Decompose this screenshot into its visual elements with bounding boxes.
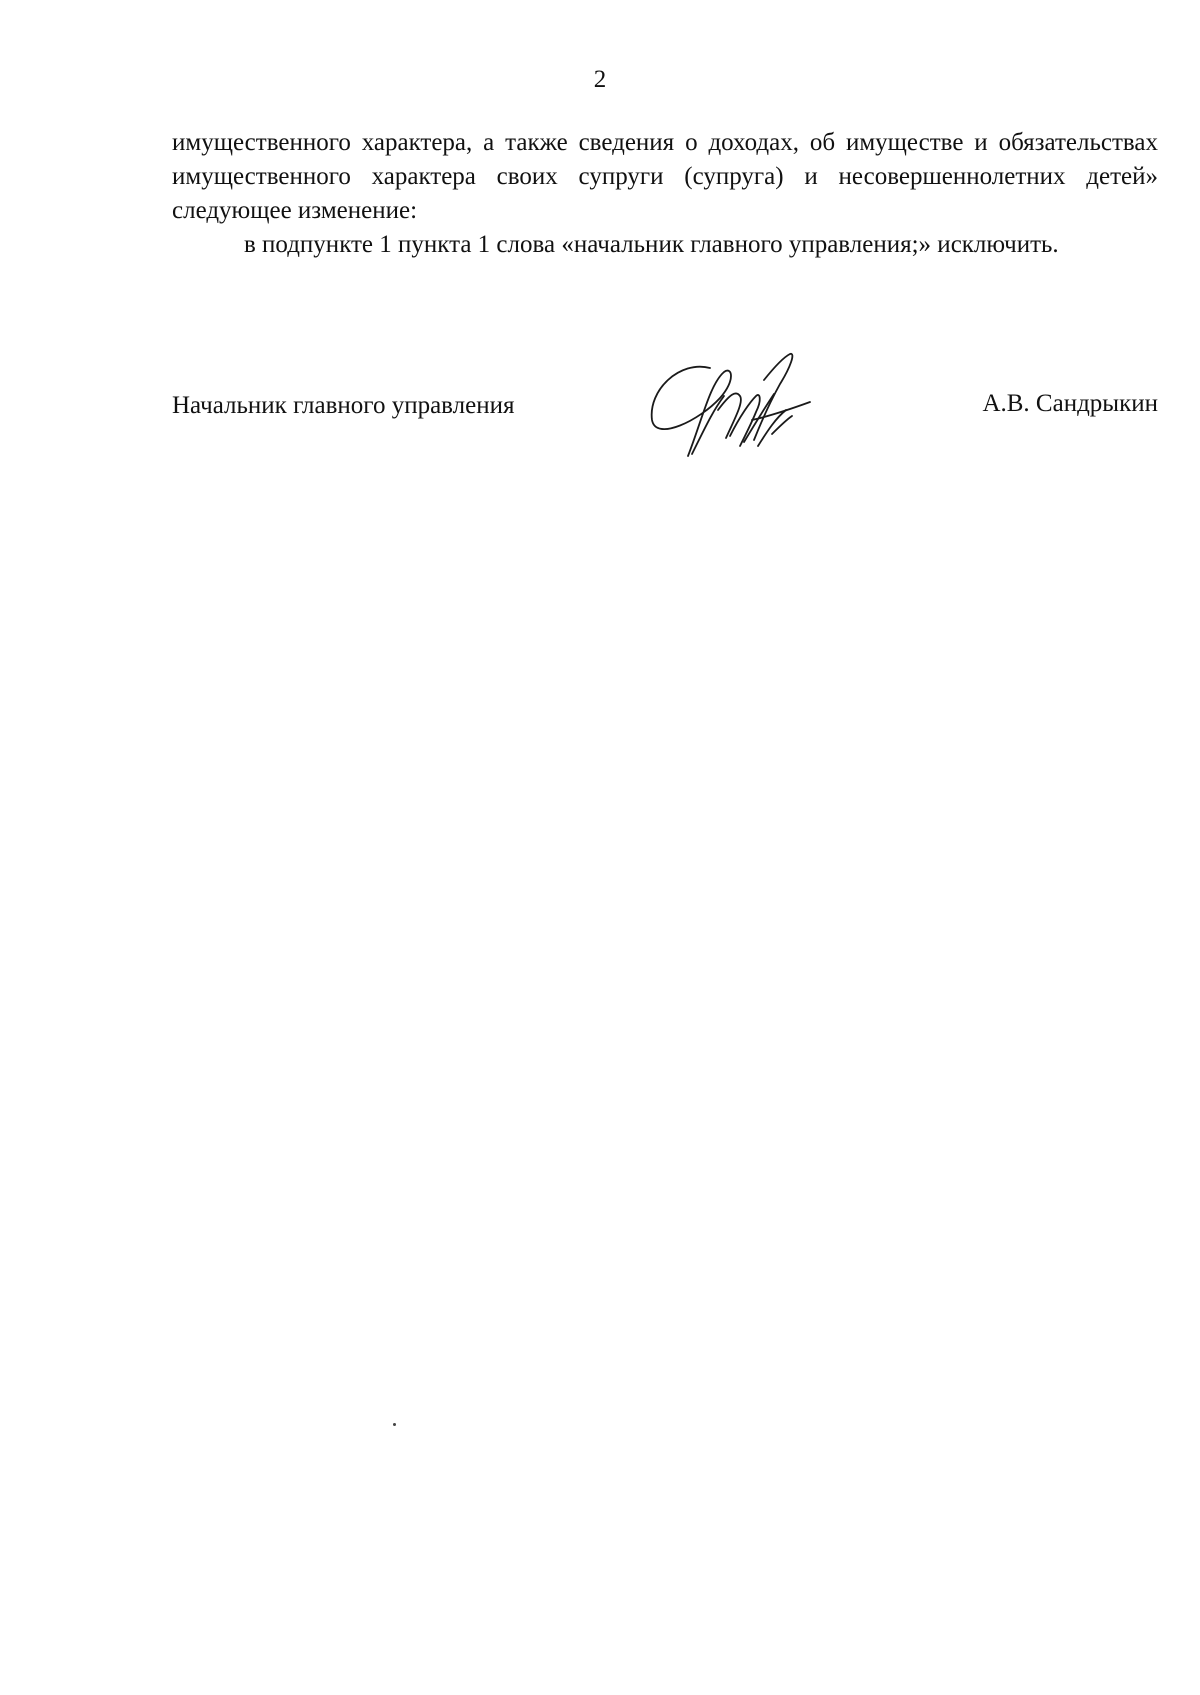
paragraph-continuation: имущественного характера, а также сведения о доходах, об имуществе и обязательствах имущественного характера своих супруги (супруга) и несовершеннолетних детей» следующее изменение: (172, 129, 1158, 224)
handwritten-signature (640, 350, 820, 466)
paragraph-amendment: в подпункте 1 пункта 1 слова «начальник главного управления;» исключить. (244, 231, 1059, 258)
page-number: 2 (593, 66, 607, 93)
signatory-name: А.В. Сандрыкин (982, 390, 1158, 417)
scan-speck (393, 1423, 396, 1426)
document-body (172, 126, 1158, 262)
signatory-position: Начальник главного управления (172, 392, 515, 419)
